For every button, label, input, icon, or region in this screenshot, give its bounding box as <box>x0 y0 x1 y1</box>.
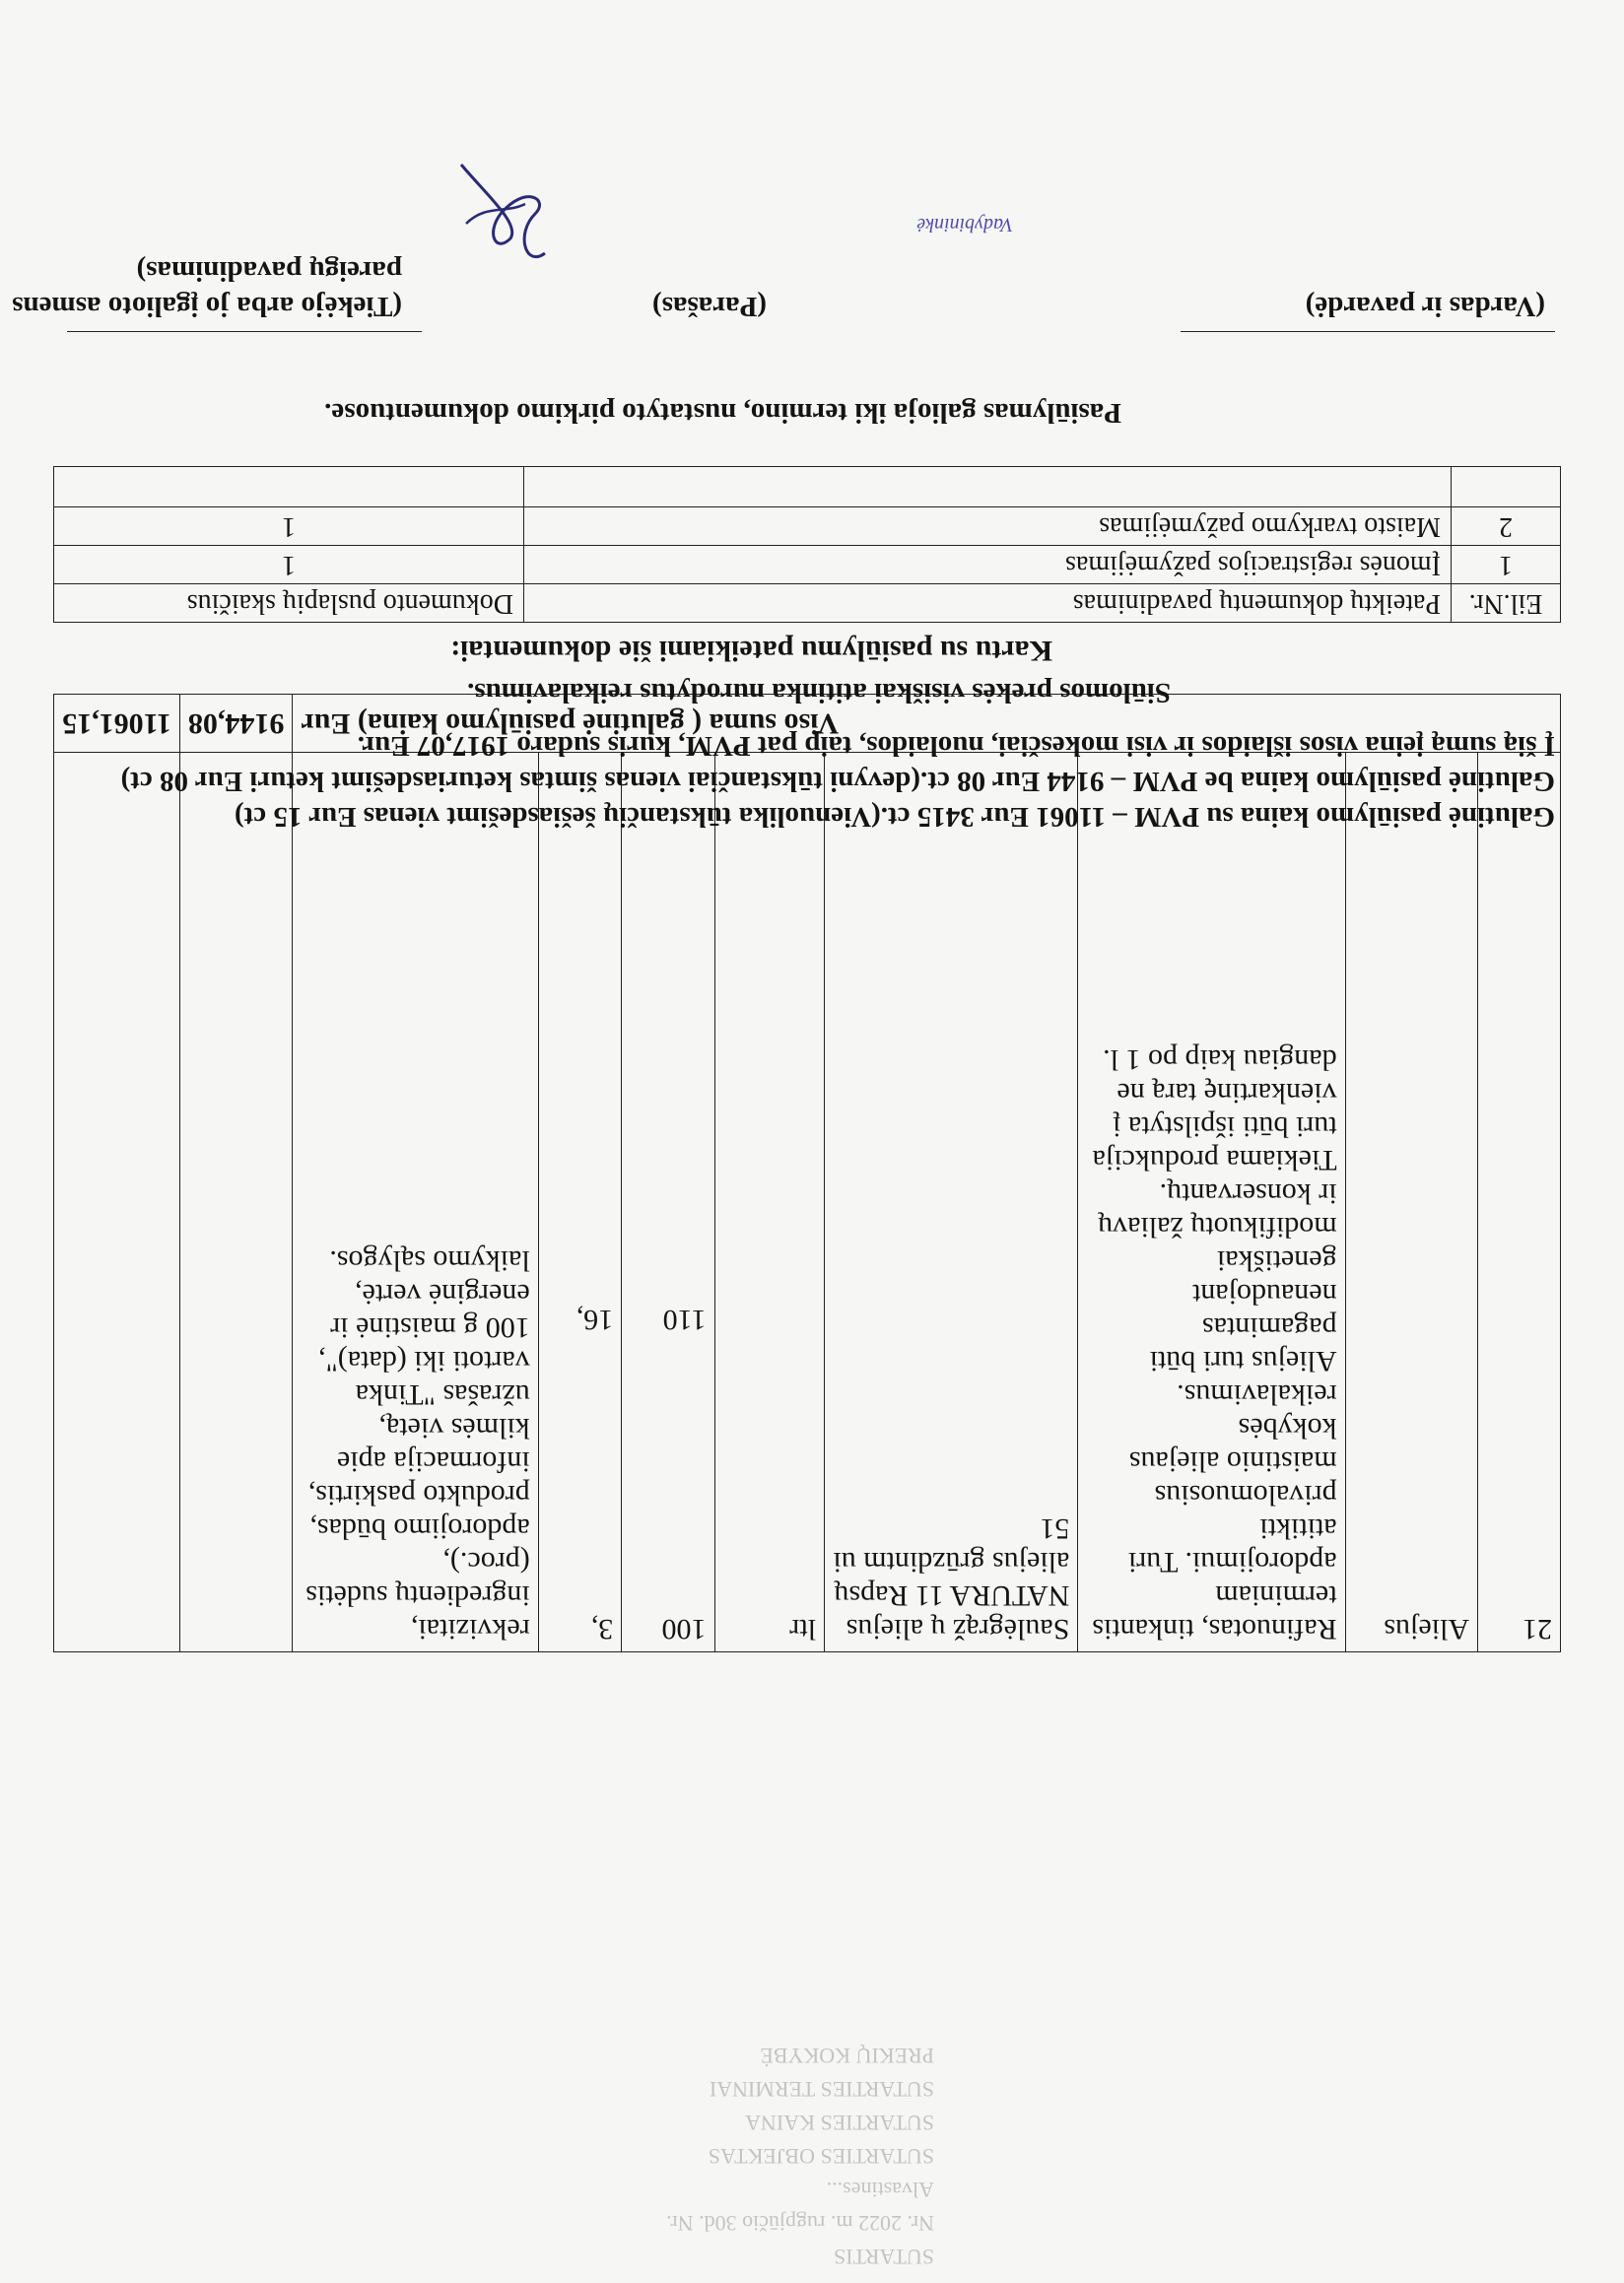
divider <box>1181 331 1555 332</box>
header-nr: Eil.Nr. <box>1452 584 1561 623</box>
unit-cell: ltr <box>714 753 824 1652</box>
doc-name: Įmonės registracijos pažymėjimas <box>524 546 1452 584</box>
signature-caption: (Parašas) <box>652 291 767 322</box>
compliance-text: Siūlomos prekės visiškai atitinka nurodytus reikalavimus. <box>467 677 1171 708</box>
table-row <box>54 753 1561 1652</box>
doc-nr: 2 <box>1452 507 1561 546</box>
doc-name: Maisto tvarkymo pažymėjimas <box>524 507 1452 546</box>
divider <box>67 331 422 332</box>
price-b: 16, <box>575 1304 614 1336</box>
total-no-vat: 9144,08 <box>179 695 293 753</box>
empty-cell <box>54 753 180 1652</box>
doc-pages: 1 <box>54 546 524 584</box>
stamp-text: Vadybininkė <box>916 214 1013 235</box>
header-doc-name: Pateiktų dokumentų pavadinimas <box>524 584 1452 623</box>
product-table <box>53 694 1561 1652</box>
bleed-through-text: SUTARTIS Nr. 2022 m. rugpjūčio 30d. Nr. Alvastines... SUTARTIES OBJEKTAS SUTARTIES KAINA SUTARTIES TERMINAI PREKIŲ KOKYBĖ <box>666 2044 934 2269</box>
empty-cell <box>179 753 293 1652</box>
product-description: Rafinuotas, tinkantis terminiam apdorojimui. Turi atitikti privalomuosius maistinio aliejaus kokybės reikalavimus. Aliejus turi būti pagamintas nenaudojant genetiškai modifikuotų žaliavų ir konservantų. Tiekiama produkcija turi būti išpilstyta į vienkartinę tarą ne dangiau kaip po 1 l. <box>1078 753 1345 1652</box>
caption-line-1: (Tiekėjo arba jo įgalioto asmens <box>12 291 402 322</box>
requirements-cell: rekvizitai, ingredientų sudėtis (proc.), apdorojimo būdas, produkto paskirtis, informacija apie kilmės vietą, užrašas "Tinka vartoti iki (data)", 100 g maistinė ir energinė vertė, laikymo sąlygos. <box>293 753 538 1652</box>
price-without-vat-text: Galutinė pasiūlymo kaina be PVM – 9144 Eur 08 ct.(devyni tūkstančiai vienas šimtas keturiasdešimt keturi Eur 08 ct) <box>120 766 1555 797</box>
table-header-row <box>54 584 1561 623</box>
documents-title: Kartu su pasiūlymu pateikiami šie dokumentai: <box>450 635 1052 667</box>
table-row <box>54 546 1561 584</box>
total-label: Viso suma ( galutinė pasiūlymo kaina) Eur <box>293 695 1561 753</box>
handwritten-signature <box>446 155 555 273</box>
product-name: Aliejus <box>1345 753 1477 1652</box>
price-a: 3, <box>590 1613 614 1645</box>
table-row <box>54 507 1561 546</box>
empty-cell <box>54 467 524 507</box>
name-caption: (Vardas ir pavardė) <box>1305 291 1545 322</box>
total-with-vat: 11061,15 <box>54 695 180 753</box>
doc-pages: 1 <box>54 507 524 546</box>
signer-title-caption <box>12 253 402 324</box>
quantity-cell <box>622 753 714 1652</box>
documents-table <box>53 466 1561 623</box>
empty-cell <box>524 467 1452 507</box>
empty-cell <box>1452 467 1561 507</box>
table-row <box>54 467 1561 507</box>
price-cell <box>538 753 622 1652</box>
header-pages: Dokumento puslapių skaičius <box>54 584 524 623</box>
product-variant: Saulėgrąž ų aliejus NATURA 11 Rapsų aliejus grūzdintm ui 51 <box>824 753 1077 1652</box>
quantity-b: 110 <box>662 1304 707 1336</box>
doc-nr: 1 <box>1452 546 1561 584</box>
validity-text: Pasiūlymas galioja iki termino, nustatyto pirkimo dokumentuose. <box>324 397 1121 429</box>
price-with-vat-text: Galutinė pasiūlymo kaina su PVM – 11061 Eur 3415 ct.(Vienuolika tūkstančių šešiasdešimt vienas Eur 15 ct) <box>234 801 1555 833</box>
caption-line-2: pareigų pavadinimas) <box>136 255 402 287</box>
row-number: 21 <box>1478 753 1561 1652</box>
quantity-a: 100 <box>661 1613 707 1645</box>
vat-included-text: Į šią sumą įeina visos išlaidos ir visi mokesčiai, nuolaidos, taip pat PVM, kuris sudaro 1917,07 Eur. <box>357 730 1555 762</box>
